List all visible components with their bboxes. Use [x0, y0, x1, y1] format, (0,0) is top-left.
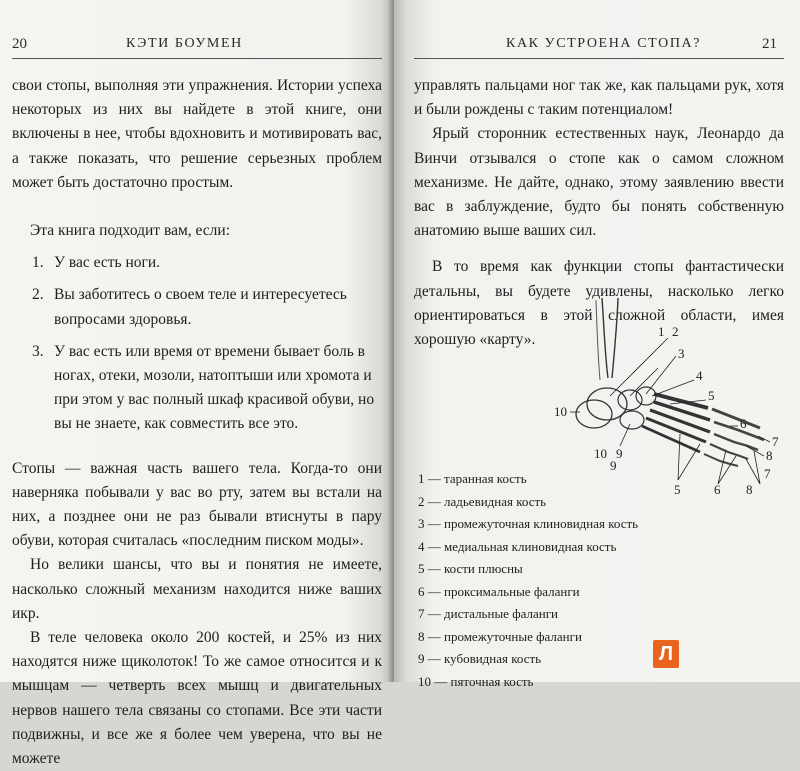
list-item-number: 2. — [32, 286, 44, 304]
paragraph: Но велики шансы, что вы и понятия не имеете, насколько сложный механизм находится ниже ваших икр. — [12, 556, 382, 622]
running-head: КЭТИ БОУМЕН — [126, 36, 243, 51]
cuboid-shape — [620, 411, 644, 429]
figure-label: 5 — [708, 388, 715, 403]
paragraph: Стопы — важная часть вашего тела. Когда-то они наверняка побывали у вас во рту, затем вы встали на них, а позднее они не раз бывали втиснуты в пару обуви, которая считалась «последним писком моды». — [12, 459, 382, 550]
list-item-text: У вас есть или время от времени бывает боль в ногах, отеки, мозоли, натоптыши или хромота и при этом у вас полный шкаф красивой обуви, но вы не знаете, как совместить все это. — [54, 342, 375, 433]
figure-label: 2 — [672, 324, 679, 339]
left-page — [0, 0, 392, 768]
legend-item: 5 — кости плюсны — [418, 561, 523, 576]
legend-item: 8 — промежуточные фаланги — [418, 628, 582, 644]
legend-item: 6 — проксимальные фаланги — [418, 583, 580, 599]
page-number: 21 — [762, 36, 777, 52]
legend-item: 1 — таранная кость — [418, 471, 527, 486]
paragraph: свои стопы, выполняя эти упражнения. Истории успеха некоторых из них вы найдете в этой книге, они включены в нее, чтобы вдохновить и мотивировать вас, а также показать, что решение серьезных проблем может быть достаточно простым. — [12, 77, 382, 191]
figure-legend — [418, 468, 638, 693]
calcaneus-shape — [576, 400, 612, 428]
paragraph: Ярый сторонник естественных наук, Леонардо да Винчи отзывался о стопе как о самом сложном механизме. Не дайте, однако, этому заявлению ввести вас в заблуждение, будто бы понять собственную анатомию выше ваших сил. — [414, 125, 784, 240]
figure-label: 6 — [740, 416, 747, 431]
header-rule — [12, 58, 382, 59]
numbered-list — [12, 251, 382, 436]
legend-item: 3 — промежуточная клиновидная кость — [418, 516, 639, 531]
figure-label: 10 — [594, 446, 607, 461]
leader-lines — [570, 338, 770, 484]
figure-label: 9 — [610, 458, 617, 473]
figure-label: 1 — [658, 324, 665, 339]
figure-label: 8 — [766, 448, 773, 463]
legend-item: 4 — медиальная клиновидная кость — [418, 538, 617, 554]
paragraph: В то время как функции стопы фантастически детальны, вы будете удивлены, насколько легко ориентироваться в этой сложной области, имея хорошую «карту». — [414, 258, 784, 349]
list-item-text: Вы заботитесь о своем теле и интересуетесь вопросами здоровья. — [54, 286, 347, 328]
list-lead: Эта книга подходит вам, если: — [30, 222, 230, 240]
legend-item: 9 — кубовидная кость — [418, 651, 542, 666]
tibia-line — [612, 298, 618, 378]
tibia-line — [602, 298, 608, 378]
fibula-line — [596, 300, 600, 380]
page-number: 20 — [12, 36, 27, 52]
figure-label: 8 — [746, 482, 753, 497]
metatarsal — [646, 418, 706, 442]
publisher-logo-icon: Л — [653, 640, 679, 668]
list-item-number: 3. — [32, 342, 44, 360]
figure-label: 6 — [714, 482, 721, 497]
metatarsal — [650, 410, 710, 432]
foot-skeleton-figure — [550, 296, 782, 496]
legend-item: 10 — пяточная кость — [418, 673, 534, 689]
figure-label: 9 — [616, 446, 623, 461]
figure-label: 7 — [764, 466, 771, 481]
phalanx — [712, 409, 760, 428]
metatarsal — [642, 426, 700, 452]
figure-label: 4 — [696, 368, 703, 383]
phalanx — [710, 444, 748, 459]
phalanx — [704, 454, 738, 466]
list-item — [12, 283, 382, 331]
left-body — [12, 74, 382, 771]
figure-label: 5 — [674, 482, 681, 497]
figure-label: 7 — [772, 434, 779, 449]
legend-item: 2 — ладьевидная кость — [418, 493, 547, 509]
list-item — [12, 251, 382, 275]
list-item-text: У вас есть ноги. — [54, 254, 161, 272]
list-item — [12, 340, 382, 437]
navicular-shape — [618, 390, 642, 410]
paragraph: В теле человека около 200 костей, и 25% из них находятся ниже щиколоток! То же самое относится и к мышцам — четверть всех мышц и двигательных нервов нашего тела связаны со стопами. Все эти части подвижны, и все же я более чем уверена, что вы не можете — [12, 629, 382, 768]
header-rule — [414, 58, 784, 59]
paragraph: управлять пальцами ног так же, как пальцами рук, хотя и были рождены с таким потенциалом! — [414, 77, 784, 119]
figure-label: 3 — [678, 346, 685, 361]
running-head: КАК УСТРОЕНА СТОПА? — [506, 36, 702, 51]
legend-item: 7 — дистальные фаланги — [418, 606, 559, 621]
figure-label: 10 — [554, 404, 567, 419]
list-item-number: 1. — [32, 254, 44, 272]
